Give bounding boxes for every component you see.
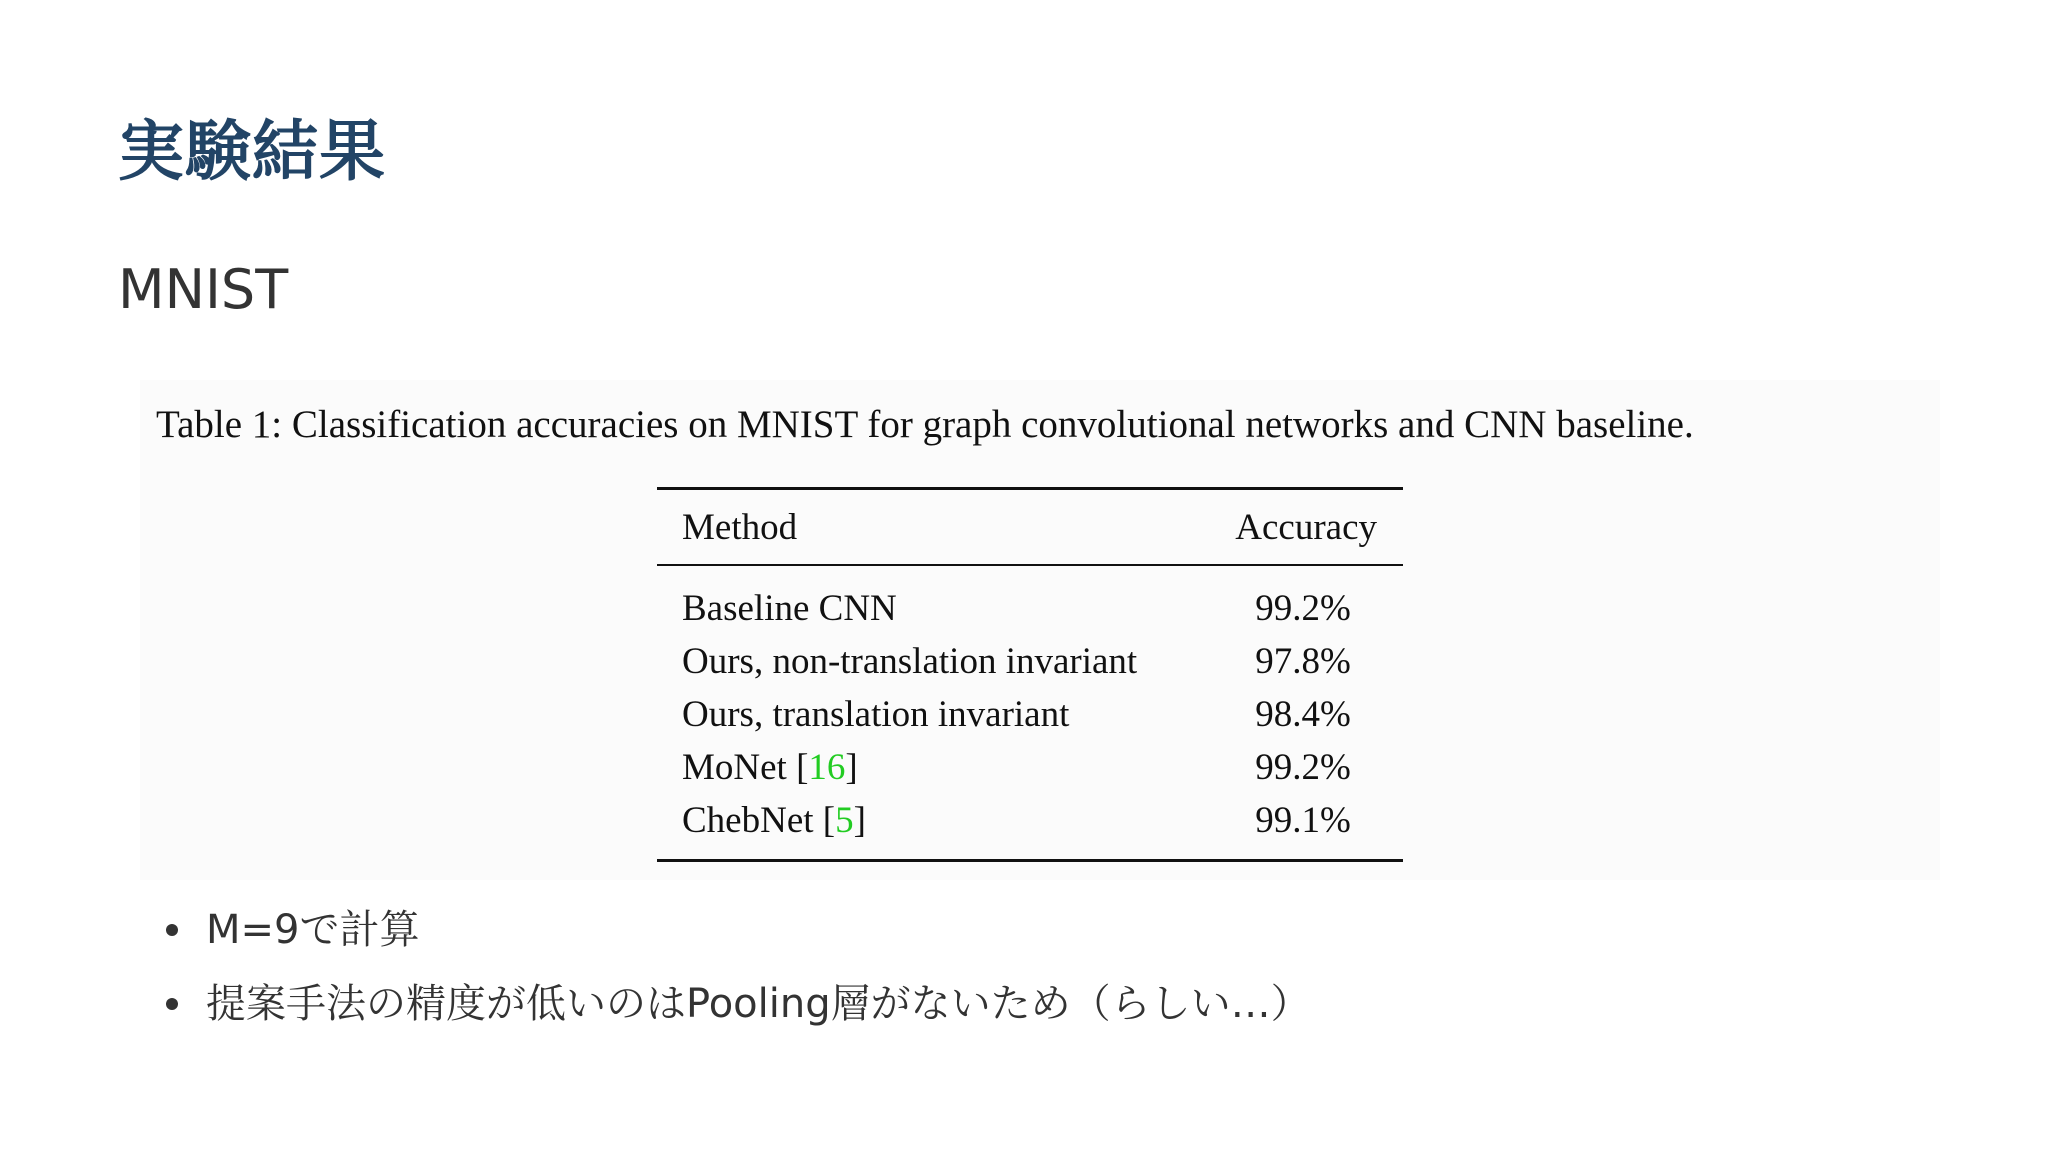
method-name: Baseline CNN [682,588,897,629]
results-table [657,487,1403,862]
citation-link[interactable]: 5 [835,800,854,841]
table-row [657,635,1403,688]
method-name: MoNet [682,747,787,788]
table-row [657,565,1403,635]
accuracy-cell: 99.2% [1255,747,1351,788]
table-caption: Table 1: Classification accuracies on MNIST for graph convolutional networks and CNN baseline. [156,403,1694,446]
bullet-dot-icon [166,998,178,1010]
accuracy-cell: 98.4% [1255,694,1351,735]
slide-title: 実験結果 [118,113,386,190]
method-cell: MoNet [16] [682,747,858,788]
method-cell [657,688,1183,741]
section-heading: MNIST [118,258,289,321]
table-figure [140,380,1940,880]
table-row [657,688,1403,741]
bullet-text: 提案手法の精度が低いのはPooling層がないため（らしい…） [206,981,1311,1027]
method-name: Ours, non-translation invariant [682,641,1138,682]
table-row [657,794,1403,861]
method-name: Ours, translation invariant [682,694,1070,735]
accuracy-cell: 99.1% [1255,800,1351,841]
method-name: ChebNet [682,800,814,841]
bullet-item [166,979,1311,1029]
bullet-dot-icon [166,924,178,936]
accuracy-cell: 99.2% [1255,588,1351,629]
bullet-list [166,905,1311,1053]
accuracy-cell: 97.8% [1255,641,1351,682]
table-header-row [657,489,1403,566]
bullet-item [166,905,1311,955]
table-row [657,741,1403,794]
citation-link[interactable]: 16 [808,747,846,788]
bullet-text: M=9で計算 [206,907,420,953]
method-cell [657,565,1183,635]
column-header-method: Method [657,489,1183,566]
method-cell [657,635,1183,688]
column-header-accuracy: Accuracy [1183,489,1403,566]
method-cell: ChebNet [5] [682,800,866,841]
